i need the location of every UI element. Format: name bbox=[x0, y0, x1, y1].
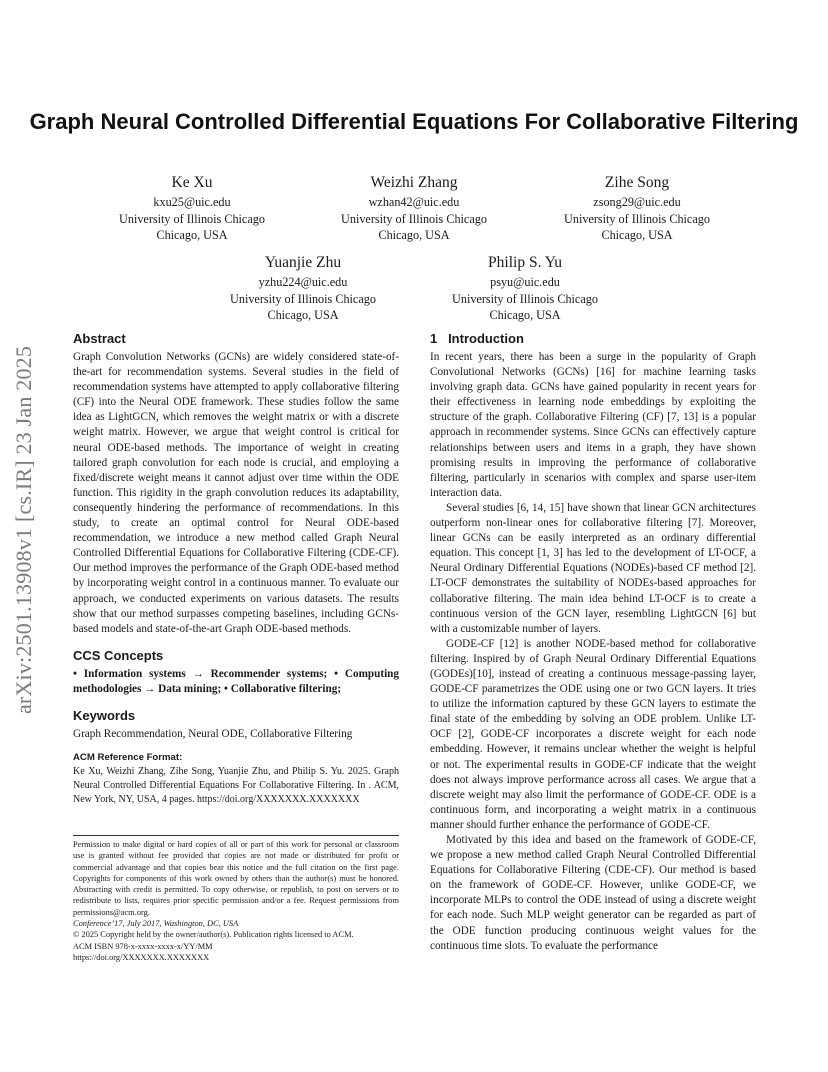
isbn-line: ACM ISBN 978-x-xxxx-xxxx-x/YY/MM bbox=[73, 941, 213, 951]
author-name: Philip S. Yu bbox=[488, 254, 562, 271]
acm-ref-text: Ke Xu, Weizhi Zhang, Zihe Song, Yuanjie Zhu, and Philip S. Yu. 2025. Graph Neural Controlled Differential Equations For Collaborative Filtering. In . ACM, New York, NY, USA, 4 pages. https://doi.org/XXXXXXX.XXXXXXX bbox=[73, 766, 399, 805]
author-location: Chicago, USA bbox=[378, 228, 450, 242]
footnote bbox=[73, 839, 399, 963]
author-name: Yuanjie Zhu bbox=[264, 254, 342, 271]
right-column bbox=[430, 330, 756, 954]
author-block bbox=[304, 172, 524, 244]
author-block bbox=[193, 252, 413, 324]
conference-line: Conference’17, July 2017, Washington, DC, USA bbox=[73, 919, 239, 929]
keywords-text: Graph Recommendation, Neural ODE, Collaborative Filtering bbox=[73, 727, 353, 740]
ccs-heading: CCS Concepts bbox=[73, 647, 164, 663]
footnote-rule bbox=[73, 835, 399, 836]
left-column bbox=[73, 330, 399, 806]
author-block bbox=[527, 172, 747, 244]
acm-ref-heading: ACM Reference Format: bbox=[73, 752, 183, 764]
author-block bbox=[82, 172, 302, 244]
abstract-text: Graph Convolution Networks (GCNs) are widely considered state-of-the-art for recommendation systems. Several studies in the field of recommendation systems have attempted to apply collaborative filtering (CF) into the Neural ODE framework. These studies follow the same idea as LightGCN, which removes the weight matrix or with a discrete weight matrix. However, we argue that weight control is critical for neural ODE-based methods. The importance of weight in creating tailored graph convolution for each node is crucial, and employing a fixed/discrete weight means it cannot adjust over time within the ODE function. This rigidity in the graph convolution reduces its adaptability, consequently hindering the performance of recommendations. In this study, to create an optimal control for Neural ODE-based recommendation, we introduce a new method called Graph Neural Controlled Differential Equations for Collaborative Filtering (CDE-CF). Our method improves the performance of the Graph ODE-based method by incorporating weight control in a continuous manner. To evaluate our approach, we conducted experiments on various datasets. The results show that our method surpasses competing baselines, including GCNs-based models and state-of-the-art Graph ODE-based methods. bbox=[73, 351, 399, 635]
author-location: Chicago, USA bbox=[601, 228, 673, 242]
author-affiliation: University of Illinois Chicago bbox=[230, 291, 376, 306]
author-email: yzhu224@uic.edu bbox=[258, 275, 348, 289]
author-location: Chicago, USA bbox=[489, 308, 561, 322]
abstract-heading: Abstract bbox=[73, 331, 126, 346]
intro-paragraph: Several studies [6, 14, 15] have shown that linear GCN architectures outperform non-linear ones for collaborative filtering [7]. Moreover, linear GCNs can be easily interpreted as an ordinary differential equation. This concept [1, 3] has led to the development of LT-OCF, a Neural Ordinary Differential Equations (NODEs)-based CF method [2]. LT-OCF demonstrates the suitability of NODEs-based approaches for collaborative filtering. The main idea behind LT-OCF is to create a continuous version of the GCN layer, resembling LightGCN [6] but with a customizable number of layers. bbox=[430, 501, 756, 635]
author-affiliation: University of Illinois Chicago bbox=[564, 211, 710, 226]
author-name: Weizhi Zhang bbox=[370, 174, 458, 191]
author-email: zsong29@uic.edu bbox=[593, 195, 681, 209]
copyright-line: © 2025 Copyright held by the owner/author(s). Publication rights licensed to ACM. bbox=[73, 930, 354, 940]
ccs-text: • Information systems → Recommender systems; • Computing methodologies → Data mining; • Collaborative filtering; bbox=[73, 667, 399, 695]
author-email: kxu25@uic.edu bbox=[153, 195, 231, 209]
intro-paragraph: Motivated by this idea and based on the framework of GODE-CF, we propose a new method called Graph Neural Controlled Differential Equations for Collaborative Filtering (CDE-CF). Our method is based on the framework of GODE-CF. However, unlike GODE-CF, we incorporate MLPs to control the ODE instead of using a discrete weight for each node. Such MLP weight generator can be regarded as part of the ODE function producing continuous weight values for the continuous time slots. To evaluate the performance bbox=[430, 834, 756, 952]
author-location: Chicago, USA bbox=[267, 308, 339, 322]
intro-paragraph: GODE-CF [12] is another NODE-based method for collaborative filtering. Inspired by of Graph Neural Ordinary Differential Equations (GODEs)[10], instead of creating a continuous message-passing layer, GODE-CF parametrizes the ODE using one or two GCN layers. It tries to utilize the information captured by these GCN layers to estimate the final state of the embedding by solving an ODE problem. Unlike LT-OCF [2], GODE-CF incorporates a discrete weight for each node embedding. However, it remains unclear whether the weight is helpful or not. The experimental results in GODE-CF indicate that the weight does not always improve performance across all cases. We argue that a discrete weight may also limit the performance of GODE-CF. ODE is a continuous form, and incorporating a weight matrix in a continuous manner should further enhance the performance of GODE-CF. bbox=[430, 637, 756, 831]
keywords-heading: Keywords bbox=[73, 707, 136, 723]
author-affiliation: University of Illinois Chicago bbox=[119, 211, 265, 226]
author-name: Ke Xu bbox=[171, 174, 213, 191]
author-name: Zihe Song bbox=[604, 174, 670, 191]
author-email: wzhan42@uic.edu bbox=[368, 195, 460, 209]
author-affiliation: University of Illinois Chicago bbox=[341, 211, 487, 226]
author-affiliation: University of Illinois Chicago bbox=[452, 291, 598, 306]
author-email: psyu@uic.edu bbox=[490, 275, 560, 289]
author-location: Chicago, USA bbox=[156, 228, 228, 242]
doi-line: https://doi.org/XXXXXXX.XXXXXXX bbox=[73, 952, 210, 962]
arxiv-stamp bbox=[4, 300, 44, 760]
arxiv-stamp-text: arXiv:2501.13908v1 [cs.IR] 23 Jan 2025 bbox=[11, 345, 36, 715]
author-block bbox=[415, 252, 635, 324]
paper-title: Graph Neural Controlled Differential Equations For Collaborative Filtering bbox=[29, 109, 799, 134]
intro-paragraph: In recent years, there has been a surge in the popularity of Graph Convolutional Networks (GCNs) [16] for machine learning tasks involving graph data. GCNs have gained popularity in recent years for their effectiveness in learning node embeddings by exploiting the structure of the graph. Collaborative Filtering (CF) [7, 13] is a popular approach in recommender systems. Since GCNs can effectively capture relationships between users and items in a graph, they have shown promising results in improving the performance of collaborative filtering, particularly in scenarios with complex and sparse user-item interaction data. bbox=[430, 351, 756, 499]
intro-heading: 1 Introduction bbox=[430, 331, 524, 346]
permission-notice: Permission to make digital or hard copies of all or part of this work for personal or classroom use is granted without fee provided that copies are not made or distributed for profit or commercial advantage and that copies bear this notice and the full citation on the first page. Copyrights for components of this work owned by others than the author(s) must be honored. Abstracting with credit is permitted. To copy otherwise, or republish, to post on servers or to redistribute to lists, requires prior specific permission and/or a fee. Request permissions from permissions@acm.org. bbox=[73, 840, 399, 917]
